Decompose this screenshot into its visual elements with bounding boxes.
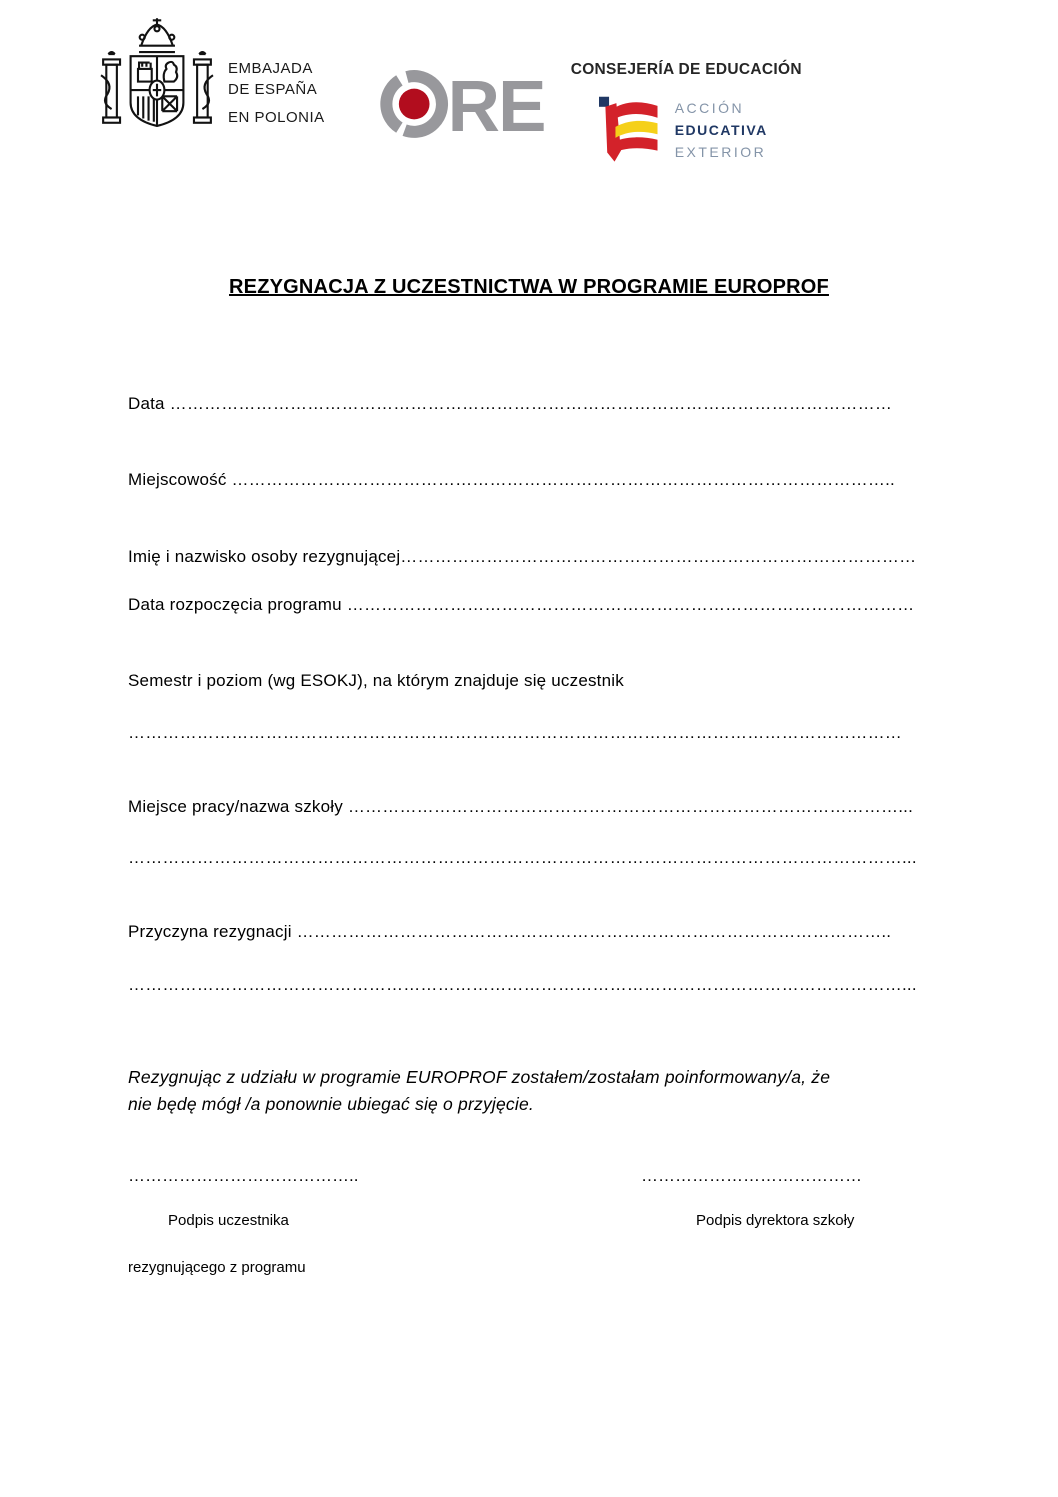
aee-flag-icon	[599, 88, 663, 164]
document-body	[0, 276, 1058, 1286]
signature-left	[128, 1166, 358, 1277]
signature-right	[641, 1166, 862, 1230]
ore-red-dot	[399, 89, 430, 120]
signature-left-label: Podpis uczestnika	[168, 1212, 289, 1229]
ore-logo-icon	[377, 62, 549, 146]
aee-line-educativa: EDUCATIVA	[674, 122, 768, 138]
signature-section	[128, 1166, 930, 1286]
signature-right-line: …………………………………	[641, 1166, 862, 1185]
field-semestr-dots: ………………………………………………………………………………………………………………………	[128, 723, 902, 742]
header	[0, 0, 1058, 160]
spain-coat-of-arms-icon	[98, 14, 216, 146]
aee-caption	[675, 97, 768, 164]
field-miejscowosc: Miejscowość ……………………………………………………………………………………………………..	[128, 470, 895, 489]
field-data-rozpoczecia: Data rozpoczęcia programu ………………………………………………………………………………………	[128, 595, 915, 614]
ore-logo	[377, 62, 549, 151]
consejeria-title: CONSEJERÍA DE EDUCACIÓN	[570, 61, 802, 78]
resignation-note: Rezygnując z udziału w programie EUROPROF zostałem/zostałam poinformowany/a, że nie będę mógł /a ponownie ubiegać się o przyjęcie.	[128, 1067, 831, 1114]
embassy-line-1: EMBAJADA	[228, 60, 313, 77]
field-przyczyna: Przyczyna rezygnacji …………………………………………………………………………………………..	[128, 922, 892, 941]
aee-line-accion: ACCIÓN	[674, 100, 745, 116]
field-data: Data ………………………………………………………………………………………………………………	[128, 394, 893, 413]
embassy-line-3: EN POLONIA	[228, 109, 325, 126]
field-przyczyna-dots: ………………………………………………………………………………………………………………………...	[128, 975, 917, 994]
field-miejsce-dots: ………………………………………………………………………………………………………………………...	[128, 848, 917, 867]
aee-line-exterior: EXTERIOR	[674, 144, 767, 160]
signature-left-label-2: rezygnującego z programu	[128, 1259, 306, 1276]
field-imie-nazwisko: Imię i nazwisko osoby rezygnującej………………………………………………………………………………	[128, 547, 917, 566]
ore-letters: RE	[447, 65, 545, 146]
document-title: REZYGNACJA Z UCZESTNICTWA W PROGRAMIE EUROPROF	[229, 276, 829, 298]
embassy-line-2: DE ESPAÑA	[228, 81, 318, 98]
embassy-logo	[98, 14, 222, 151]
field-miejsce-pracy: Miejsce pracy/nazwa szkoły ……………………………………………………………………………………...	[128, 797, 914, 816]
consejeria-block	[571, 61, 802, 164]
signature-right-label: Podpis dyrektora szkoły	[696, 1212, 855, 1229]
signature-left-line: …………………………………..	[128, 1166, 359, 1185]
embassy-caption	[228, 58, 325, 128]
field-semestr-poziom: Semestr i poziom (wg ESOKJ), na którym znajduje się uczestnik	[128, 671, 624, 690]
